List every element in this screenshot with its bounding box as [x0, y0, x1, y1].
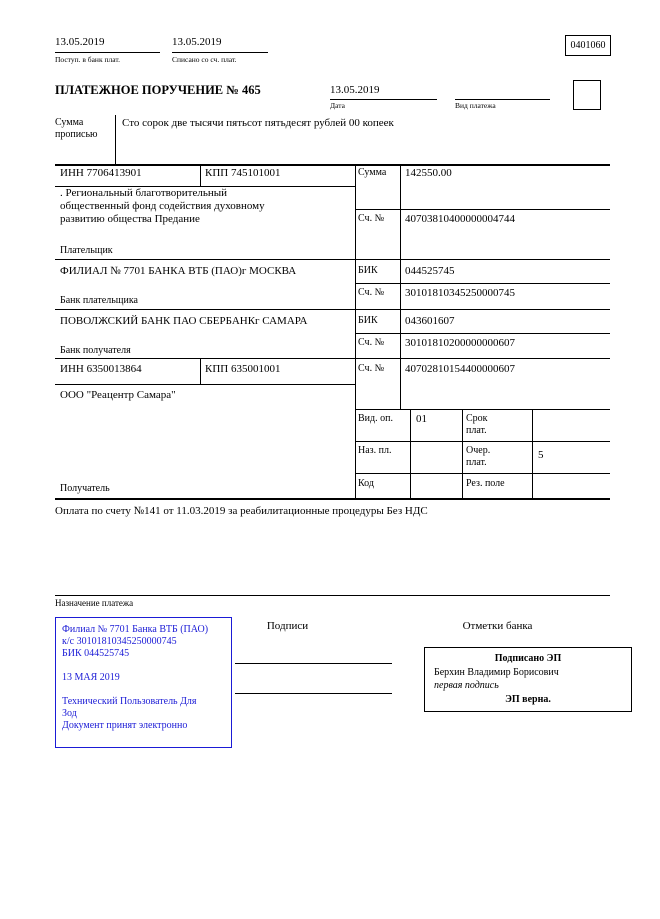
esign-signer-name: Берхин Владимир Борисович — [434, 666, 559, 678]
beneficiary-section-label: Получатель — [60, 483, 110, 494]
form-code: 0401060 — [570, 40, 606, 51]
payer-bank-account-label: Сч. № — [358, 287, 385, 298]
sum-row-line — [355, 209, 610, 210]
payer-account-label: Сч. № — [358, 213, 385, 224]
beneficiary-inn-kpp-line — [55, 384, 355, 385]
term-label-line1: Срок — [466, 413, 488, 424]
stamp-bik: БИК 044525745 — [62, 648, 130, 659]
sum-value: 142550.00 — [405, 167, 452, 179]
payment-type-label: Вид платежа — [455, 101, 496, 110]
received-date-label: Поступ. в банк плат. — [55, 55, 120, 64]
bank-electronic-stamp — [55, 617, 232, 748]
beneficiary-account: 40702810154400000607 — [405, 363, 515, 375]
document-title: ПЛАТЕЖНОЕ ПОРУЧЕНИЕ № 465 — [55, 83, 261, 97]
beneficiary-inn-kpp-divider — [200, 358, 201, 384]
payer-kpp: КПП 745101001 — [205, 167, 281, 179]
table-main-divider — [355, 164, 356, 498]
term-column-divider — [532, 409, 533, 498]
signature-line-2 — [235, 693, 392, 694]
op-value-divider — [462, 409, 463, 498]
amount-words-label-line1: Сумма — [55, 117, 84, 128]
payer-section-label: Плательщик — [60, 245, 113, 256]
beneficiary-bank-bik: 043601607 — [405, 315, 455, 327]
payer-inn-kpp-divider — [200, 164, 201, 186]
priority-label-line2: плат. — [466, 457, 487, 468]
date-label: Дата — [330, 101, 345, 110]
priority-value: 5 — [538, 449, 544, 461]
esign-title: Подписано ЭП — [494, 653, 562, 664]
priority-row-line — [355, 473, 610, 474]
document-date-underline — [330, 99, 437, 100]
op-type-row-line — [355, 441, 610, 442]
beneficiary-bank-section-label: Банк получателя — [60, 345, 131, 356]
debited-date: 13.05.2019 — [172, 36, 222, 48]
term-label-line2: плат. — [466, 425, 487, 436]
purpose-code-label: Наз. пл. — [358, 445, 392, 456]
esign-box — [424, 647, 632, 712]
payer-bank-bik: 044525745 — [405, 265, 455, 277]
signatures-label: Подписи — [266, 620, 309, 632]
payer-bank-bik-line — [355, 283, 610, 284]
beneficiary-name: ООО "Реацентр Самара" — [60, 389, 176, 401]
payer-inn: ИНН 7706413901 — [60, 167, 142, 179]
form-code-box — [565, 35, 611, 56]
received-date: 13.05.2019 — [55, 36, 105, 48]
purpose-text: Оплата по счету №141 от 11.03.2019 за реабилитационные процедуры Без НДС — [55, 505, 428, 517]
payment-type-underline — [455, 99, 550, 100]
label-column-divider — [400, 164, 401, 409]
payer-bank-bik-label: БИК — [358, 265, 378, 276]
table-top-line — [55, 164, 610, 166]
payer-bank-name: ФИЛИАЛ № 7701 БАНКА ВТБ (ПАО)г МОСКВА — [60, 265, 297, 277]
debited-date-label: Списано со сч. плат. — [172, 55, 237, 64]
priority-label-line1: Очер. — [466, 445, 491, 456]
document-date: 13.05.2019 — [330, 84, 380, 96]
esign-signer-role: первая подпись — [434, 680, 499, 691]
op-label-divider — [410, 409, 411, 498]
op-type-value: 01 — [416, 413, 427, 425]
received-date-underline — [55, 52, 160, 53]
purpose-bottom-line — [55, 595, 610, 596]
beneficiary-account-line — [355, 409, 610, 410]
beneficiary-inn: ИНН 6350013864 — [60, 363, 142, 375]
beneficiary-bank-bottom-line — [55, 358, 610, 359]
op-type-label: Вид. оп. — [358, 413, 393, 424]
payer-bottom-line — [55, 259, 610, 260]
stamp-corr-account: к/с 30101810345250000745 — [62, 636, 177, 647]
stamp-bank-name: Филиал № 7701 Банка ВТБ (ПАО) — [62, 624, 209, 635]
beneficiary-bank-bik-line — [355, 333, 610, 334]
payment-type-box — [573, 80, 601, 110]
reserve-field-label: Рез. поле — [466, 478, 505, 489]
beneficiary-bank-account: 30101810200000000607 — [405, 337, 515, 349]
esign-status: ЭП верна. — [505, 693, 551, 705]
bank-marks-label: Отметки банка — [462, 620, 533, 632]
payer-name: . Региональный благотворительный общественный фонд содействия духовному развитию общества Предание — [60, 187, 265, 225]
beneficiary-bank-bik-label: БИК — [358, 315, 378, 326]
payer-bank-account: 30101810345250000745 — [405, 287, 515, 299]
beneficiary-kpp: КПП 635001001 — [205, 363, 281, 375]
payer-account: 40703810400000004744 — [405, 213, 515, 225]
amount-words-divider — [115, 115, 116, 164]
beneficiary-bank-account-label: Сч. № — [358, 337, 385, 348]
debited-date-underline — [172, 52, 268, 53]
stamp-date: 13 МАЯ 2019 — [62, 672, 120, 683]
beneficiary-account-label: Сч. № — [358, 363, 385, 374]
code-label: Код — [358, 478, 374, 489]
beneficiary-bank-name: ПОВОЛЖСКИЙ БАНК ПАО СБЕРБАНКг САМАРА — [60, 315, 308, 327]
stamp-accepted-note: Документ принят электронно — [62, 720, 188, 731]
payer-bank-bottom-line — [55, 309, 610, 310]
signature-line-1 — [235, 663, 392, 664]
sum-label: Сумма — [358, 167, 387, 178]
amount-words: Сто сорок две тысячи пятьсот пятьдесят рублей 00 копеек — [122, 117, 394, 129]
amount-words-label-line2: прописью — [55, 129, 98, 140]
table-bottom-line — [55, 498, 610, 500]
purpose-section-label: Назначение платежа — [55, 598, 134, 608]
payer-bank-section-label: Банк плательщика — [60, 295, 138, 306]
stamp-operator: Технический Пользователь Для Зод — [62, 696, 197, 719]
